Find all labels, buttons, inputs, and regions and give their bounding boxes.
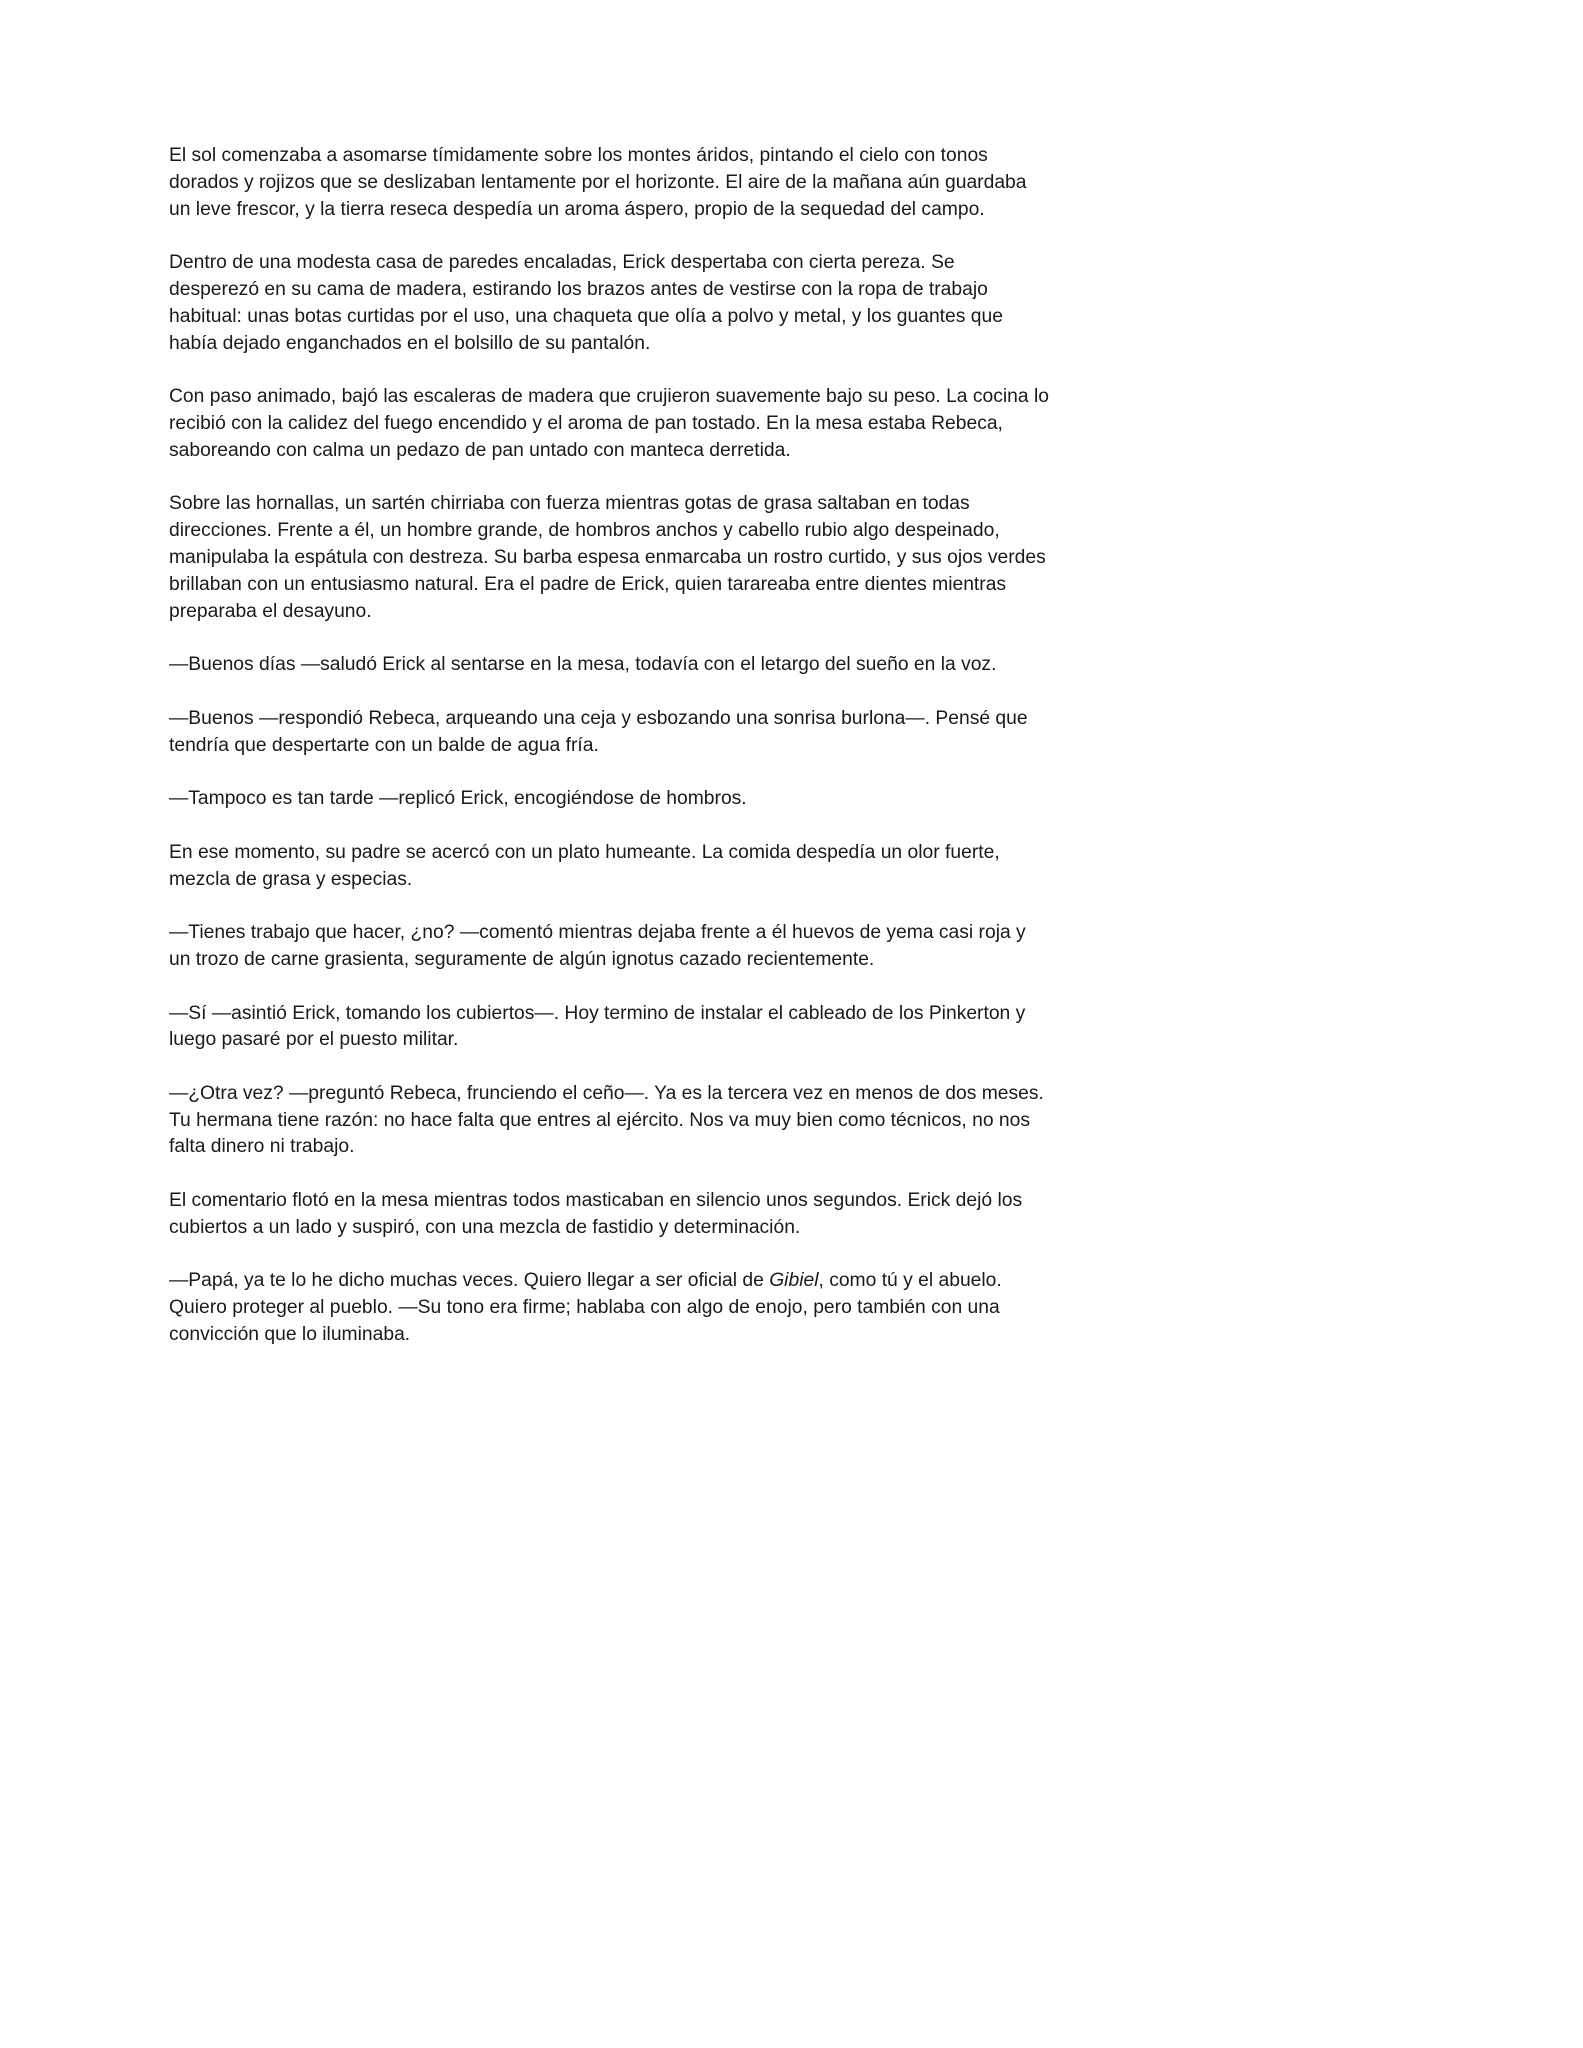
- paragraph: En ese momento, su padre se acercó con un plato humeante. La comida despedía un olor fuerte, mezcla de grasa y especias.: [169, 841, 1000, 890]
- emphasized-word: Gibiel: [769, 1270, 819, 1292]
- dialogue-paragraph: —Tienes trabajo que hacer, ¿no? —comentó mientras dejaba frente a él huevos de yema casi roja y un trozo de carne grasienta, seguramente de algún ignotus cazado recientemente.: [169, 922, 1026, 970]
- paragraph-text-end: , como tú y el abuelo. Quiero proteger al pueblo. —Su tono era firme; hablaba con algo de enojo, pero también con una convicción que lo iluminaba.: [169, 1270, 1002, 1346]
- dialogue-paragraph: —Tampoco es tan tarde —replicó Erick, encogiéndose de hombros.: [169, 788, 747, 810]
- document-body: [169, 143, 1049, 1349]
- paragraph: El sol comenzaba a asomarse tímidamente sobre los montes áridos, pintando el cielo con tonos dorados y rojizos que se deslizaban lentamente por el horizonte. El aire de la mañana aún guardaba un leve frescor, y la tierra reseca despedía un aroma áspero, propio de la sequedad del campo.: [169, 145, 1027, 220]
- dialogue-paragraph: —Buenos días —saludó Erick al sentarse en la mesa, todavía con el letargo del sueño en la voz.: [169, 654, 997, 676]
- dialogue-paragraph: —Buenos —respondió Rebeca, arqueando una ceja y esbozando una sonrisa burlona—. Pensé que tendría que despertarte con un balde de agua fría.: [169, 707, 1028, 756]
- paragraph: Dentro de una modesta casa de paredes encaladas, Erick despertaba con cierta pereza. Se desperezó en su cama de madera, estirando los brazos antes de vestirse con la ropa de trabajo habitual: unas botas curtidas por el uso, una chaqueta que olía a polvo y metal, y los guantes que había dejado enganchados en el bolsillo de su pantalón.: [169, 252, 1003, 354]
- dialogue-paragraph: —Sí —asintió Erick, tomando los cubiertos—. Hoy termino de instalar el cableado de los Pinkerton y luego pasaré por el puesto militar.: [169, 1002, 1026, 1051]
- paragraph-text-start: —Papá, ya te lo he dicho muchas veces. Quiero llegar a ser oficial de: [169, 1270, 770, 1292]
- final-dialogue-paragraph: [169, 1268, 1049, 1348]
- paragraph: El comentario flotó en la mesa mientras todos masticaban en silencio unos segundos. Erick dejó los cubiertos a un lado y suspiró, con una mezcla de fastidio y determinación.: [169, 1190, 1023, 1238]
- dialogue-paragraph: —¿Otra vez? —preguntó Rebeca, frunciendo el ceño—. Ya es la tercera vez en menos de dos meses. Tu hermana tiene razón: no hace falta que entres al ejército. Nos va muy bien como técnicos, no nos falta dinero ni trabajo.: [169, 1082, 1044, 1158]
- paragraph: Sobre las hornallas, un sartén chirriaba con fuerza mientras gotas de grasa saltaban en todas direcciones. Frente a él, un hombre grande, de hombros anchos y cabello rubio algo despeinado, manipulaba la espátula con destreza. Su barba espesa enmarcaba un rostro curtido, y sus ojos verdes brillaban con un entusiasmo natural. Era el padre de Erick, quien tarareaba entre dientes mientras preparaba el desayuno.: [169, 493, 1046, 622]
- paragraph: Con paso animado, bajó las escaleras de madera que crujieron suavemente bajo su peso. La cocina lo recibió con la calidez del fuego encendido y el aroma de pan tostado. En la mesa estaba Rebeca, saboreando con calma un pedazo de pan untado con manteca derretida.: [169, 386, 1049, 461]
